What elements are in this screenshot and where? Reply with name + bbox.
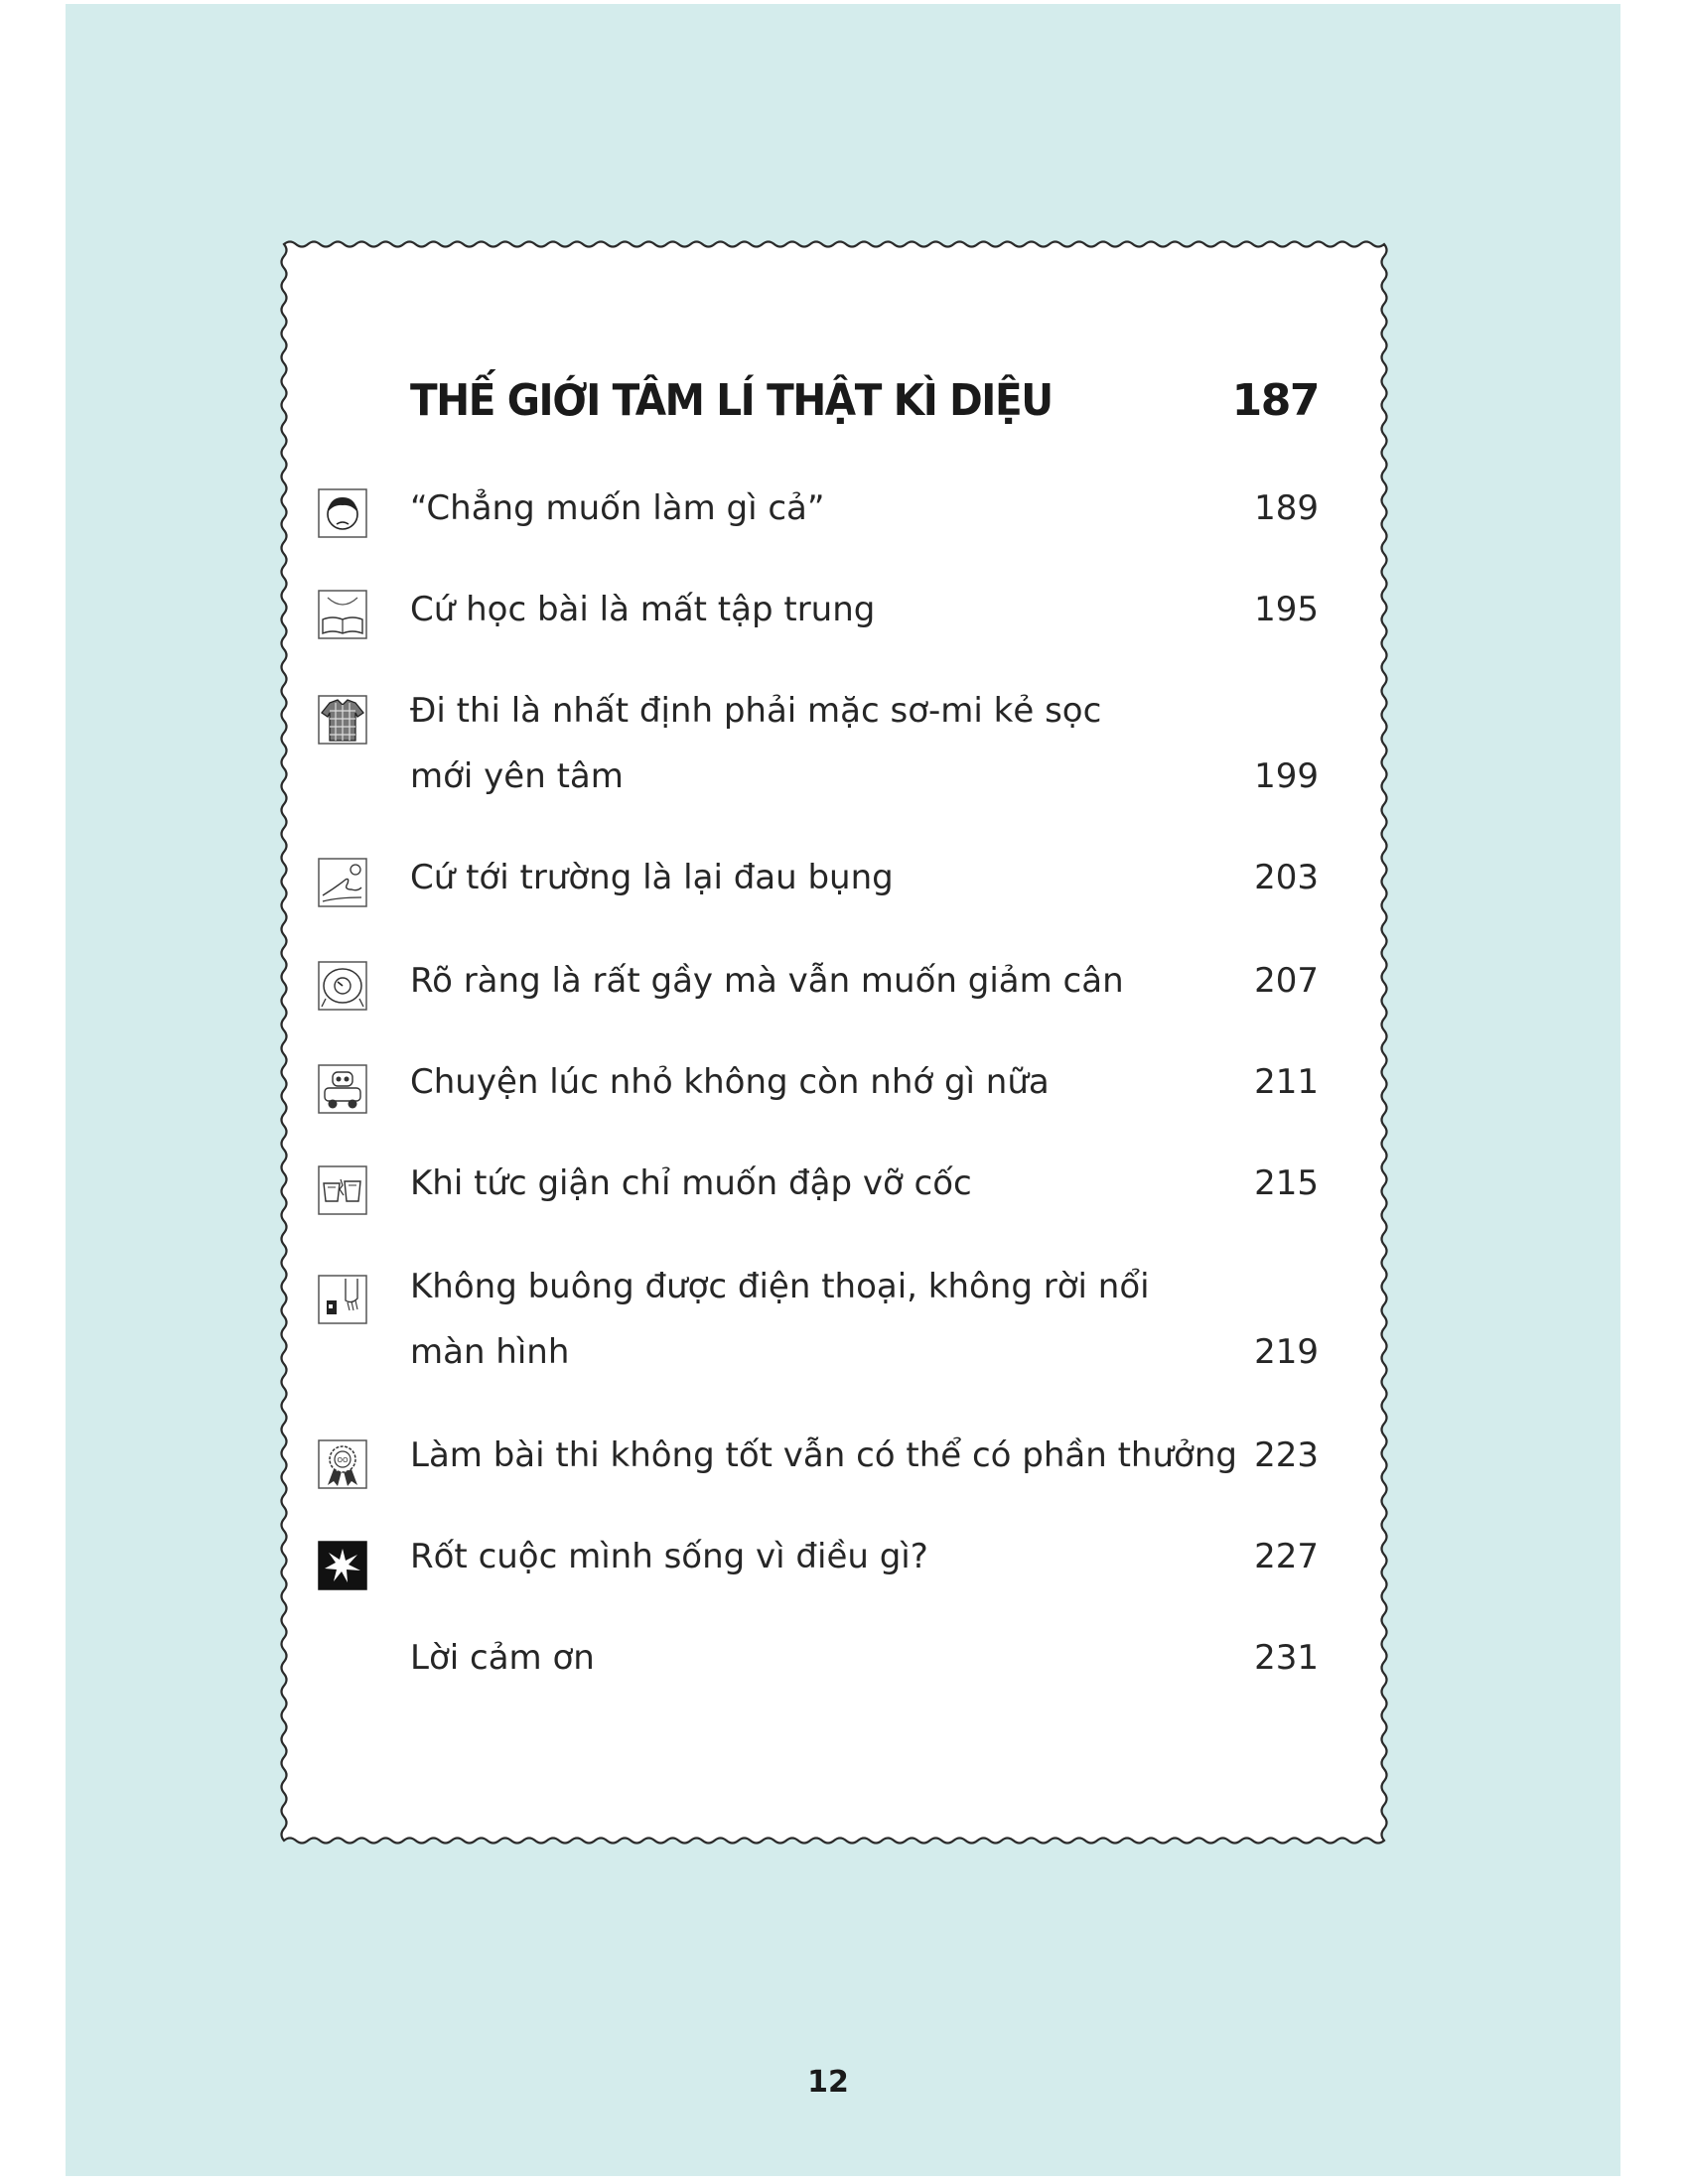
page-number: 12 [807, 2065, 849, 2100]
toc-entry-title[interactable]: Cứ học bài là mất tập trung [410, 590, 876, 629]
open-book-icon [318, 590, 367, 639]
toc-entry-page[interactable]: 199 [1254, 756, 1319, 796]
toc-entry-page[interactable]: 189 [1254, 488, 1319, 528]
star-burst-icon [318, 1541, 367, 1590]
phone-in-hand-icon [318, 1275, 367, 1324]
toc-entry-title[interactable]: mới yên tâm [410, 756, 624, 796]
toc-entry-page[interactable]: 195 [1254, 590, 1319, 629]
toc-entry-title[interactable]: Làm bài thi không tốt vẫn có thể có phần thưởng [410, 1435, 1237, 1475]
toc-entry-title[interactable]: Chuyện lúc nhỏ không còn nhớ gì nữa [410, 1062, 1050, 1102]
toc-entry-title[interactable]: màn hình [410, 1332, 570, 1372]
toy-car-icon [318, 1064, 367, 1114]
toc-entry-title[interactable]: “Chẳng muốn làm gì cả” [410, 488, 825, 528]
toc-entry-title[interactable]: Đi thi là nhất định phải mặc sơ-mi kẻ sọc [410, 691, 1102, 731]
sad-child-face-icon [318, 488, 367, 538]
plaid-shirt-icon [318, 695, 367, 745]
toc-entry-page[interactable]: 203 [1254, 858, 1319, 897]
toc-entry-page[interactable]: 207 [1254, 961, 1319, 1001]
svg-text:OO: OO [337, 1456, 349, 1464]
toc-entry-page[interactable]: 231 [1254, 1638, 1319, 1678]
toc-entry-page[interactable]: 215 [1254, 1163, 1319, 1203]
toc-entry-page[interactable]: 211 [1254, 1062, 1319, 1102]
toc-entry-title[interactable]: Cứ tới trường là lại đau bụng [410, 858, 894, 897]
toc-entry-title[interactable]: Lời cảm ơn [410, 1638, 595, 1678]
award-ribbon-icon [318, 1439, 367, 1489]
toc-entry-title[interactable]: Không buông được điện thoại, không rời nổi [410, 1267, 1150, 1306]
toc-entry-title[interactable]: Rõ ràng là rất gầy mà vẫn muốn giảm cân [410, 961, 1124, 1001]
toc-entry-page[interactable]: 223 [1254, 1435, 1319, 1475]
scale-icon [318, 961, 367, 1011]
toc-entry-title[interactable]: Khi tức giận chỉ muốn đập vỡ cốc [410, 1163, 972, 1203]
broken-cup-icon [318, 1165, 367, 1215]
toc-entry-page[interactable]: 219 [1254, 1332, 1319, 1372]
section-title-page: 187 [1231, 375, 1319, 426]
toc-entry-title[interactable]: Rốt cuộc mình sống vì điều gì? [410, 1537, 928, 1576]
toc-entry-page[interactable]: 227 [1254, 1537, 1319, 1576]
hand-on-stomach-icon [318, 858, 367, 907]
toc-card [278, 238, 1390, 1846]
section-title: THẾ GIỚI TÂM LÍ THẬT KÌ DIỆU [410, 375, 1053, 426]
